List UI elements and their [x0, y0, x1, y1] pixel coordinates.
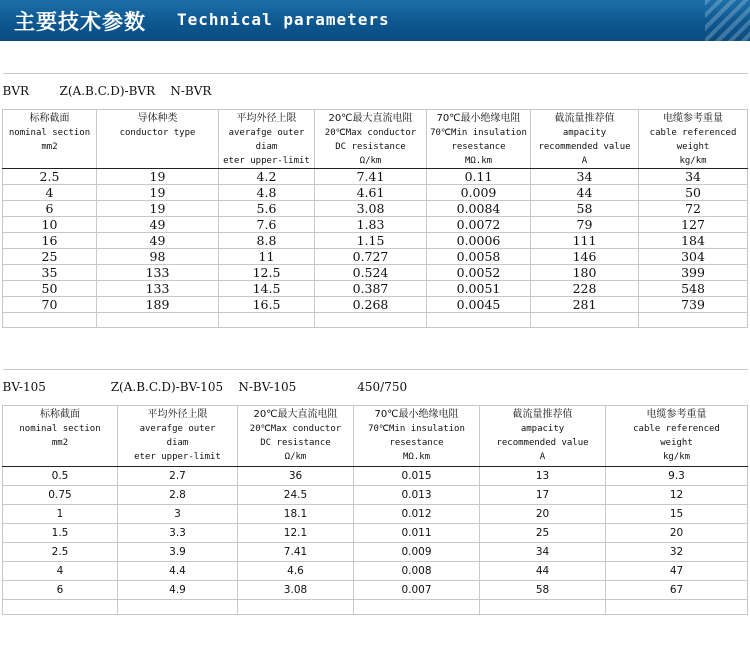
column-header-en: DC resistance	[335, 142, 406, 152]
column-header-en: ampacity	[520, 424, 565, 434]
table-cell: 304	[639, 249, 748, 265]
table-cell-empty	[531, 313, 639, 328]
table-cell: 18.1	[238, 505, 354, 524]
table-cell: 0.0084	[427, 201, 531, 217]
column-header-en: weight	[676, 142, 710, 152]
table-cell: 4.9	[118, 581, 238, 600]
table-cell: 0.268	[315, 297, 427, 313]
column-header-en: Ω/km	[284, 452, 307, 462]
table-cell: 0.727	[315, 249, 427, 265]
table-cell-empty	[639, 313, 748, 328]
table-cell: 3.08	[238, 581, 354, 600]
table-cell: 4.2	[219, 169, 315, 185]
table-cell: 180	[531, 265, 639, 281]
table-cell: 19	[97, 201, 219, 217]
table-cell-empty	[118, 600, 238, 615]
table-cell: 24.5	[238, 486, 354, 505]
column-header-en: MΩ.km	[402, 452, 431, 462]
column-header-en: mm2	[51, 438, 69, 448]
table-cell: 4.61	[315, 185, 427, 201]
table-cell: 8.8	[219, 233, 315, 249]
table-cell: 548	[639, 281, 748, 297]
table-row	[3, 524, 748, 543]
bv105-parameter-table-wrap	[2, 369, 747, 615]
table-cell: 14.5	[219, 281, 315, 297]
column-header	[238, 406, 354, 467]
table-row	[3, 486, 748, 505]
table-row	[3, 505, 748, 524]
table-cell-empty	[97, 313, 219, 328]
table-cell: 4	[3, 185, 97, 201]
bv105-table-title: BV-105 Z(A.B.C.D)-BV-105 N-BV-105 450/750	[3, 370, 748, 406]
page-header	[0, 0, 750, 41]
table-title-row	[3, 74, 748, 110]
column-header-en: kg/km	[679, 156, 707, 166]
table-cell: 0.013	[354, 486, 480, 505]
table-cell-empty	[3, 600, 118, 615]
table-cell: 146	[531, 249, 639, 265]
table-cell: 0.524	[315, 265, 427, 281]
table-cell: 20	[606, 524, 748, 543]
table-cell: 70	[3, 297, 97, 313]
table-cell: 50	[639, 185, 748, 201]
table-cell: 12	[606, 486, 748, 505]
table-cell: 1.83	[315, 217, 427, 233]
table-cell: 0.387	[315, 281, 427, 297]
table-cell: 35	[3, 265, 97, 281]
table-cell: 98	[97, 249, 219, 265]
table-cell: 3	[118, 505, 238, 524]
table-cell: 6	[3, 581, 118, 600]
table-row	[3, 217, 748, 233]
table-cell: 72	[639, 201, 748, 217]
table-cell-empty	[606, 600, 748, 615]
column-header-cn: 70℃最小绝缘电阻	[436, 113, 521, 124]
table-blank-row	[3, 600, 748, 615]
table-cell: 34	[531, 169, 639, 185]
table-cell: 0.0072	[427, 217, 531, 233]
table-cell: 0.011	[354, 524, 480, 543]
table-cell: 34	[639, 169, 748, 185]
table-cell: 111	[531, 233, 639, 249]
table-cell: 4.6	[238, 562, 354, 581]
column-header	[118, 406, 238, 467]
column-header	[531, 110, 639, 169]
table-cell: 4.8	[219, 185, 315, 201]
table-cell: 19	[97, 169, 219, 185]
column-header-en: eter upper-limit	[223, 156, 310, 166]
table-cell: 49	[97, 217, 219, 233]
column-header-cn: 导体种类	[137, 113, 178, 124]
column-header-en: nominal section	[8, 128, 91, 138]
table-cell: 7.41	[238, 543, 354, 562]
table-cell: 133	[97, 265, 219, 281]
table-cell: 127	[639, 217, 748, 233]
column-header-en: cable referenced	[649, 128, 737, 138]
column-header-en: mm2	[41, 142, 58, 152]
table-cell: 2.7	[118, 467, 238, 486]
column-header-cn: 电缆参考重量	[646, 409, 707, 420]
table-row	[3, 185, 748, 201]
column-header-cn: 截流量推荐值	[512, 409, 573, 420]
column-header-en: 70℃Min insulation	[368, 424, 465, 434]
table-cell: 4	[3, 562, 118, 581]
table-cell: 0.007	[354, 581, 480, 600]
table-cell: 15	[606, 505, 748, 524]
table-cell-empty	[480, 600, 606, 615]
table-cell: 0.0045	[427, 297, 531, 313]
table-cell: 281	[531, 297, 639, 313]
table-cell: 5.6	[219, 201, 315, 217]
column-header-en: 20℃Max conductor	[249, 424, 342, 434]
table-cell: 36	[238, 467, 354, 486]
table-cell: 58	[480, 581, 606, 600]
table-cell: 19	[97, 185, 219, 201]
table-row	[3, 233, 748, 249]
column-header-en: 70℃Min insulation	[430, 128, 527, 138]
table-cell: 0.0051	[427, 281, 531, 297]
column-header-cn: 电缆参考重量	[663, 113, 724, 124]
table-cell: 0.0052	[427, 265, 531, 281]
table-cell: 16	[3, 233, 97, 249]
column-header-en: ampacity	[562, 128, 607, 138]
table-cell: 6	[3, 201, 97, 217]
column-header	[97, 110, 219, 169]
table-cell: 1	[3, 505, 118, 524]
table-row	[3, 562, 748, 581]
table-cell: 44	[480, 562, 606, 581]
table-row	[3, 265, 748, 281]
table-row	[3, 201, 748, 217]
column-header-en: diam	[255, 142, 278, 152]
table-cell-empty	[3, 313, 97, 328]
column-header	[427, 110, 531, 169]
table-cell-empty	[238, 600, 354, 615]
table-row	[3, 581, 748, 600]
table-cell: 9.3	[606, 467, 748, 486]
table-cell: 67	[606, 581, 748, 600]
column-header-en: 20℃Max conductor	[324, 128, 417, 138]
table-cell: 34	[480, 543, 606, 562]
bvr-parameter-table-wrap	[2, 73, 747, 328]
column-header	[3, 110, 97, 169]
column-header-en: A	[581, 156, 588, 166]
column-header-cn: 标称截面	[40, 409, 80, 420]
column-header-en: averafge outer	[139, 424, 216, 434]
table-cell: 58	[531, 201, 639, 217]
table-header-row	[3, 406, 748, 467]
table-cell: 0.009	[427, 185, 531, 201]
table-cell: 16.5	[219, 297, 315, 313]
table-cell: 228	[531, 281, 639, 297]
table-cell: 7.41	[315, 169, 427, 185]
table-cell: 20	[480, 505, 606, 524]
table-cell: 17	[480, 486, 606, 505]
table-cell: 25	[480, 524, 606, 543]
table-cell: 49	[97, 233, 219, 249]
table-cell: 3.9	[118, 543, 238, 562]
table-cell: 4.4	[118, 562, 238, 581]
column-header-cn: 20℃最大直流电阻	[328, 113, 413, 124]
table-blank-row	[3, 313, 748, 328]
table-cell: 0.0006	[427, 233, 531, 249]
column-header	[3, 406, 118, 467]
table-cell: 1.5	[3, 524, 118, 543]
table-cell: 0.008	[354, 562, 480, 581]
table-cell: 0.0058	[427, 249, 531, 265]
table-title-row	[3, 370, 748, 406]
table-cell: 2.5	[3, 543, 118, 562]
column-header	[480, 406, 606, 467]
table-row	[3, 543, 748, 562]
column-header-cn: 截流量推荐值	[554, 113, 615, 124]
table-cell: 13	[480, 467, 606, 486]
table-cell: 12.5	[219, 265, 315, 281]
table-cell: 12.1	[238, 524, 354, 543]
column-header-en: recommended value	[538, 142, 631, 152]
column-header	[639, 110, 748, 169]
table-row	[3, 297, 748, 313]
table-row	[3, 249, 748, 265]
table-cell: 399	[639, 265, 748, 281]
table-cell: 10	[3, 217, 97, 233]
table-cell: 32	[606, 543, 748, 562]
table-row	[3, 281, 748, 297]
bvr-parameter-table	[2, 73, 748, 328]
table-cell: 0.11	[427, 169, 531, 185]
table-cell: 44	[531, 185, 639, 201]
column-header-en: conductor type	[119, 128, 196, 138]
column-header-en: Ω/km	[359, 156, 382, 166]
table-row	[3, 169, 748, 185]
column-header-en: A	[539, 452, 546, 462]
column-header-en: diam	[166, 438, 189, 448]
table-cell: 50	[3, 281, 97, 297]
column-header-en: MΩ.km	[464, 156, 493, 166]
table-cell-empty	[219, 313, 315, 328]
column-header-en: cable referenced	[633, 424, 720, 434]
column-header-en: averafge outer	[228, 128, 305, 138]
table-cell-empty	[315, 313, 427, 328]
header-stripe-decoration	[705, 0, 750, 41]
table-cell: 47	[606, 562, 748, 581]
table-cell: 25	[3, 249, 97, 265]
table-cell: 2.8	[118, 486, 238, 505]
table-cell: 0.5	[3, 467, 118, 486]
table-cell: 0.015	[354, 467, 480, 486]
column-header	[354, 406, 480, 467]
page-title-cn: 主要技术参数	[14, 10, 146, 34]
column-header-en: eter upper-limit	[134, 452, 221, 462]
table-cell-empty	[354, 600, 480, 615]
column-header-en: kg/km	[662, 452, 691, 462]
column-header-cn: 平均外径上限	[147, 409, 208, 420]
column-header	[315, 110, 427, 169]
table-cell: 11	[219, 249, 315, 265]
table-cell: 133	[97, 281, 219, 297]
table-row	[3, 467, 748, 486]
table-cell-empty	[427, 313, 531, 328]
column-header-en: nominal section	[19, 424, 101, 434]
column-header-en: weight	[660, 438, 693, 448]
column-header-en: resestance	[451, 142, 506, 152]
table-cell: 79	[531, 217, 639, 233]
table-cell: 189	[97, 297, 219, 313]
table-cell: 3.08	[315, 201, 427, 217]
column-header-en: resestance	[389, 438, 444, 448]
bvr-table-title: BVR Z(A.B.C.D)-BVR N-BVR	[3, 74, 748, 110]
table-cell: 7.6	[219, 217, 315, 233]
table-cell: 2.5	[3, 169, 97, 185]
column-header-cn: 70℃最小绝缘电阻	[374, 409, 459, 420]
page-title-en: Technical parameters	[177, 10, 390, 29]
table-cell: 1.15	[315, 233, 427, 249]
column-header	[219, 110, 315, 169]
table-cell: 0.012	[354, 505, 480, 524]
column-header-cn: 20℃最大直流电阻	[253, 409, 338, 420]
column-header-en: recommended value	[496, 438, 589, 448]
table-header-row	[3, 110, 748, 169]
table-cell: 3.3	[118, 524, 238, 543]
bv105-parameter-table	[2, 369, 748, 615]
table-cell: 0.009	[354, 543, 480, 562]
column-header-cn: 平均外径上限	[236, 113, 297, 124]
table-cell: 739	[639, 297, 748, 313]
table-cell: 0.75	[3, 486, 118, 505]
column-header	[606, 406, 748, 467]
table-cell: 184	[639, 233, 748, 249]
column-header-cn: 标称截面	[29, 113, 70, 124]
column-header-en: DC resistance	[260, 438, 331, 448]
